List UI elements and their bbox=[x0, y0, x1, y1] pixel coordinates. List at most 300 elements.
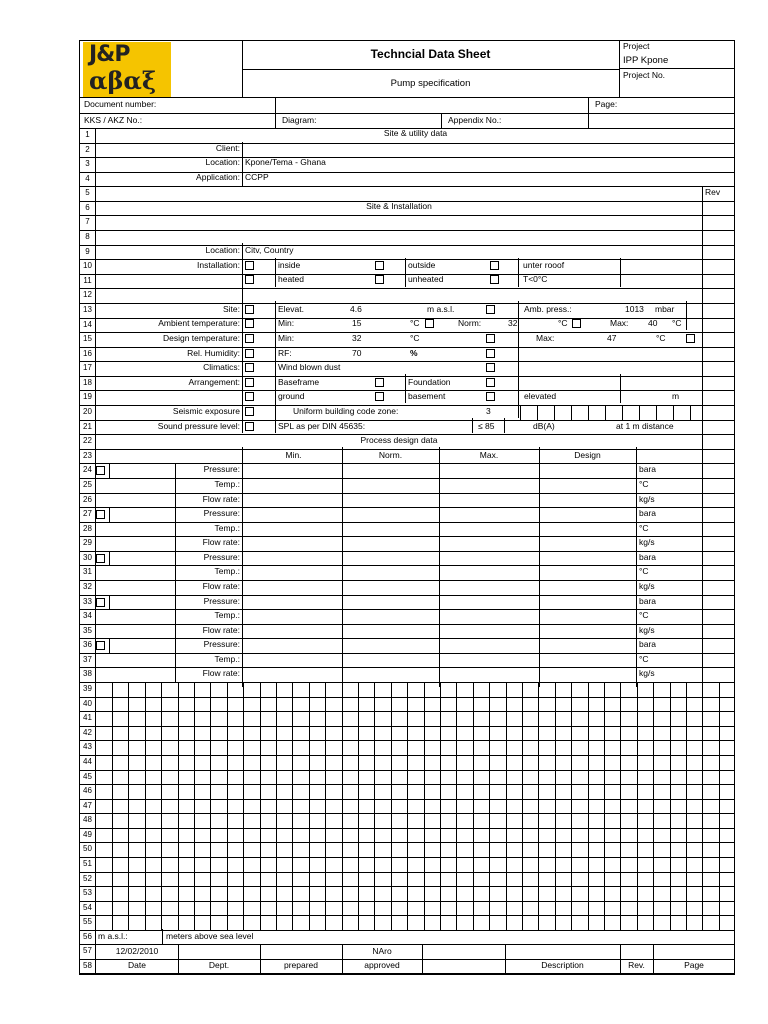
installation-divider bbox=[620, 258, 621, 287]
masl-label: m a.s.l. bbox=[427, 304, 455, 314]
process-stream-checkbox[interactable] bbox=[96, 598, 105, 607]
wind-label: Wind blown dust bbox=[278, 362, 341, 372]
ambient-norm-unit: °C bbox=[558, 318, 568, 328]
row-number: 2 bbox=[85, 145, 90, 154]
blank-grid-line bbox=[653, 682, 654, 930]
meta-divider bbox=[79, 113, 735, 114]
row-number: 33 bbox=[83, 597, 92, 606]
blank-grid-line bbox=[719, 682, 720, 930]
blank-grid-line bbox=[637, 682, 638, 930]
ambient-min-value: 15 bbox=[352, 318, 362, 328]
installation-divider bbox=[504, 418, 505, 433]
footer-divider bbox=[505, 944, 506, 974]
process-divider bbox=[342, 447, 343, 687]
amb-press-label: Amb. press.: bbox=[524, 304, 572, 314]
process-unit: kg/s bbox=[639, 668, 655, 678]
process-pressure-label: Pressure: bbox=[203, 464, 240, 474]
installation-divider bbox=[620, 374, 621, 403]
appendix-label: Appendix No.: bbox=[448, 115, 502, 125]
seismic-cell-line bbox=[571, 405, 572, 420]
kks-label: KKS / AKZ No.: bbox=[84, 115, 143, 125]
row-line bbox=[79, 390, 735, 391]
header-divider bbox=[619, 68, 735, 69]
installation-divider bbox=[275, 301, 276, 433]
blank-grid-line bbox=[243, 682, 244, 930]
row-number: 40 bbox=[83, 699, 92, 708]
blank-grid-line bbox=[588, 682, 589, 930]
design-max-value: 47 bbox=[607, 333, 617, 343]
installation-location-value: Citv, Country bbox=[245, 245, 294, 255]
design-max-unit: °C bbox=[656, 333, 666, 343]
design-min-value: 32 bbox=[352, 333, 362, 343]
row-number: 57 bbox=[83, 946, 92, 955]
design-max-checkbox[interactable] bbox=[686, 334, 695, 343]
ambient-min-checkbox[interactable] bbox=[425, 319, 434, 328]
spl-label: SPL as per DIN 45635: bbox=[278, 421, 366, 431]
rev-label: Rev bbox=[705, 187, 721, 197]
ubc-value: 3 bbox=[486, 406, 491, 416]
process-col-design: Design bbox=[574, 450, 601, 460]
heated-checkbox[interactable] bbox=[375, 275, 384, 284]
row-number: 50 bbox=[83, 844, 92, 853]
blank-grid-line bbox=[522, 682, 523, 930]
amb-press-value: 1013 bbox=[625, 304, 644, 314]
process-block-line bbox=[95, 638, 175, 639]
header-divider bbox=[79, 97, 735, 98]
blank-grid-line bbox=[145, 682, 146, 930]
blank-grid-line bbox=[555, 682, 556, 930]
seismic-cell-line bbox=[673, 405, 674, 420]
elevated-unit: m bbox=[672, 391, 680, 401]
process-unit: kg/s bbox=[639, 494, 655, 504]
row-number: 9 bbox=[85, 247, 90, 256]
footer-description-header: Description bbox=[541, 960, 584, 970]
row-number: 4 bbox=[85, 174, 90, 183]
row-number: 17 bbox=[83, 363, 92, 372]
blank-grid-line bbox=[358, 682, 359, 930]
climatics-label: Climatics: bbox=[203, 362, 240, 372]
row-number: 14 bbox=[83, 320, 92, 329]
design-min-unit: °C bbox=[410, 333, 420, 343]
rf-label: RF: bbox=[278, 348, 292, 358]
unheated-label: unheated bbox=[408, 274, 444, 284]
logo-text-top: J&P bbox=[89, 42, 130, 67]
blank-grid-line bbox=[112, 682, 113, 930]
process-block-line bbox=[95, 551, 175, 552]
process-col-min: Min. bbox=[285, 450, 302, 460]
seismic-cell-line bbox=[656, 405, 657, 420]
process-divider bbox=[109, 638, 110, 653]
process-flow-label: Flow rate: bbox=[202, 494, 240, 504]
rf-checkbox[interactable] bbox=[486, 349, 495, 358]
seismic-cell-line bbox=[520, 405, 521, 420]
blank-grid-line bbox=[161, 682, 162, 930]
row-number: 22 bbox=[83, 436, 92, 445]
row-line bbox=[79, 230, 735, 231]
process-temp-label: Temp.: bbox=[214, 479, 240, 489]
installation-divider bbox=[518, 301, 519, 418]
footer-divider bbox=[653, 944, 654, 974]
mbar-label: mbar bbox=[655, 304, 675, 314]
row-number: 29 bbox=[83, 538, 92, 547]
row-number: 35 bbox=[83, 626, 92, 635]
elevated-label: elevated bbox=[524, 391, 557, 401]
row-number: 26 bbox=[83, 495, 92, 504]
site-label: Site: bbox=[222, 304, 240, 314]
blank-grid-line bbox=[440, 682, 441, 930]
footer-divider bbox=[620, 944, 621, 974]
process-unit: kg/s bbox=[639, 581, 655, 591]
process-unit: bara bbox=[639, 464, 657, 474]
row-number: 32 bbox=[83, 582, 92, 591]
distance-label: at 1 m distance bbox=[616, 421, 674, 431]
basement-label: basement bbox=[408, 391, 446, 401]
process-unit: bara bbox=[639, 508, 657, 518]
t-below-zero-label: T<0°C bbox=[523, 274, 548, 284]
row-number: 16 bbox=[83, 349, 92, 358]
location-label: Location: bbox=[205, 157, 240, 167]
row-number: 54 bbox=[83, 903, 92, 912]
client-label: Client: bbox=[215, 143, 240, 153]
rf-value: 70 bbox=[352, 348, 362, 358]
masl-footnote-label: m a.s.l.: bbox=[98, 931, 128, 941]
row-number: 28 bbox=[83, 524, 92, 533]
row-number: 6 bbox=[85, 203, 90, 212]
process-unit: kg/s bbox=[639, 625, 655, 635]
label-divider bbox=[242, 243, 243, 433]
seismic-cell-line bbox=[605, 405, 606, 420]
document-number-label: Document number: bbox=[84, 99, 157, 109]
row-number: 55 bbox=[83, 917, 92, 926]
wind-checkbox[interactable] bbox=[486, 363, 495, 372]
process-divider bbox=[636, 447, 637, 687]
process-heading: Process design data bbox=[360, 435, 438, 445]
process-unit: bara bbox=[639, 552, 657, 562]
arrangement-checkbox[interactable] bbox=[245, 378, 254, 387]
ubc-label: Uniform building code zone: bbox=[293, 406, 399, 416]
row-number: 12 bbox=[83, 290, 92, 299]
sound-label: Sound pressure level: bbox=[157, 421, 240, 431]
row-number: 53 bbox=[83, 888, 92, 897]
seismic-label: Seismic exposure bbox=[172, 406, 240, 416]
project-value: IPP Kpone bbox=[623, 55, 669, 66]
blank-grid-line bbox=[489, 682, 490, 930]
application-value: CCPP bbox=[245, 172, 269, 182]
row-number: 37 bbox=[83, 655, 92, 664]
ambient-min-unit: °C bbox=[410, 318, 420, 328]
outside-label: outside bbox=[408, 260, 436, 270]
process-stream-checkbox[interactable] bbox=[96, 641, 105, 650]
process-flow-label: Flow rate: bbox=[202, 625, 240, 635]
process-temp-label: Temp.: bbox=[214, 610, 240, 620]
blank-grid-line bbox=[260, 682, 261, 930]
blank-grid-line bbox=[128, 682, 129, 930]
process-unit: kg/s bbox=[639, 537, 655, 547]
installation-divider bbox=[275, 258, 276, 287]
ground-side-checkbox[interactable] bbox=[245, 392, 254, 401]
process-pressure-label: Pressure: bbox=[203, 552, 240, 562]
process-stream-checkbox[interactable] bbox=[96, 466, 105, 475]
diagram-label: Diagram: bbox=[282, 115, 317, 125]
row-number: 23 bbox=[83, 451, 92, 460]
spl-value: ≤ 85 bbox=[478, 421, 495, 431]
process-unit: °C bbox=[639, 566, 649, 576]
under-roof-label: unter rooof bbox=[523, 260, 565, 270]
footer-rev-header: Rev. bbox=[628, 960, 645, 970]
design-min-label: Min: bbox=[278, 333, 295, 343]
installation-label: Installation: bbox=[197, 260, 240, 270]
blank-grid-line bbox=[670, 682, 671, 930]
row-number: 7 bbox=[85, 217, 90, 226]
row-number: 36 bbox=[83, 640, 92, 649]
blank-grid-line bbox=[473, 682, 474, 930]
ambient-max-value: 40 bbox=[648, 318, 658, 328]
row-number: 39 bbox=[83, 684, 92, 693]
baseframe-checkbox[interactable] bbox=[375, 378, 384, 387]
design-checkbox-2[interactable] bbox=[486, 334, 495, 343]
row-number: 30 bbox=[83, 553, 92, 562]
revision-date-value: 12/02/2010 bbox=[115, 946, 159, 956]
row-number: 51 bbox=[83, 859, 92, 868]
blank-grid-line bbox=[292, 682, 293, 930]
ambient-norm-label: Norm: bbox=[458, 318, 482, 328]
process-unit: °C bbox=[639, 610, 649, 620]
blank-grid-line bbox=[210, 682, 211, 930]
climatics-checkbox[interactable] bbox=[245, 363, 254, 372]
process-block-line bbox=[95, 682, 175, 683]
process-flow-label: Flow rate: bbox=[202, 537, 240, 547]
header-divider bbox=[242, 69, 619, 70]
row-number: 25 bbox=[83, 480, 92, 489]
process-temp-label: Temp.: bbox=[214, 566, 240, 576]
row-number: 15 bbox=[83, 334, 92, 343]
foundation-checkbox[interactable] bbox=[486, 378, 495, 387]
ambient-max-unit: °C bbox=[672, 318, 682, 328]
process-block-line bbox=[95, 507, 175, 508]
blank-grid-line bbox=[391, 682, 392, 930]
installation-divider bbox=[405, 374, 406, 403]
elevat-value: 4.6 bbox=[350, 304, 362, 314]
process-pressure-label: Pressure: bbox=[203, 639, 240, 649]
seismic-cell-line bbox=[639, 405, 640, 420]
footer-divider bbox=[162, 929, 163, 944]
row-number: 1 bbox=[85, 130, 90, 139]
application-label: Application: bbox=[196, 172, 240, 182]
installation-divider bbox=[472, 418, 473, 433]
humidity-label: Rel. Humidity: bbox=[187, 348, 240, 358]
blank-grid-line bbox=[506, 682, 507, 930]
design-temperature-label: Design temperature: bbox=[162, 333, 240, 343]
ambient-min-label: Min: bbox=[278, 318, 295, 328]
row-number: 44 bbox=[83, 757, 92, 766]
site-installation-heading: Site & Installation bbox=[366, 201, 432, 211]
blank-grid-line bbox=[620, 682, 621, 930]
design-max-label: Max: bbox=[536, 333, 555, 343]
seismic-cell-line bbox=[622, 405, 623, 420]
blank-grid-line bbox=[456, 682, 457, 930]
ground-checkbox[interactable] bbox=[375, 392, 384, 401]
process-divider bbox=[109, 507, 110, 522]
footer-date-header: Date bbox=[128, 960, 146, 970]
process-block-line bbox=[95, 595, 175, 596]
row-number: 27 bbox=[83, 509, 92, 518]
process-pressure-label: Pressure: bbox=[203, 508, 240, 518]
process-divider bbox=[242, 447, 243, 687]
elevat-label: Elevat. bbox=[278, 304, 304, 314]
row-number: 13 bbox=[83, 305, 92, 314]
blank-grid-line bbox=[686, 682, 687, 930]
seismic-cell-line bbox=[588, 405, 589, 420]
blank-grid-line bbox=[538, 682, 539, 930]
blank-grid-line bbox=[227, 682, 228, 930]
row-number: 45 bbox=[83, 772, 92, 781]
site-checkbox[interactable] bbox=[245, 305, 254, 314]
basement-checkbox[interactable] bbox=[486, 392, 495, 401]
row-number: 49 bbox=[83, 830, 92, 839]
dba-label: dB(A) bbox=[533, 421, 555, 431]
seismic-cell-line bbox=[537, 405, 538, 420]
unheated-checkbox[interactable] bbox=[490, 275, 499, 284]
label-divider bbox=[242, 142, 243, 186]
blank-grid-line bbox=[342, 682, 343, 930]
row-number: 56 bbox=[83, 932, 92, 941]
process-col-max: Max. bbox=[479, 450, 499, 460]
logo-text-bottom: αβαξ bbox=[89, 66, 157, 95]
inside-label: inside bbox=[278, 260, 301, 270]
seismic-checkbox[interactable] bbox=[245, 407, 254, 416]
row-number: 11 bbox=[83, 276, 92, 285]
row-number: 31 bbox=[83, 567, 92, 576]
row-number: 5 bbox=[85, 188, 90, 197]
company-logo bbox=[83, 42, 171, 97]
row-number: 18 bbox=[83, 378, 92, 387]
row-line bbox=[79, 186, 735, 187]
process-temp-label: Temp.: bbox=[214, 523, 240, 533]
process-divider bbox=[109, 595, 110, 609]
inside-checkbox[interactable] bbox=[375, 261, 384, 270]
foundation-label: Foundation bbox=[408, 377, 451, 387]
humidity-checkbox[interactable] bbox=[245, 349, 254, 358]
blank-grid-line bbox=[178, 682, 179, 930]
process-unit: °C bbox=[639, 479, 649, 489]
outside-checkbox[interactable] bbox=[490, 261, 499, 270]
site-utility-heading: Site & utility data bbox=[383, 128, 448, 138]
row-number: 58 bbox=[83, 961, 92, 970]
blank-grid-line bbox=[702, 682, 703, 930]
installation-divider bbox=[686, 301, 687, 330]
process-stream-checkbox[interactable] bbox=[96, 554, 105, 563]
blank-grid-line bbox=[194, 682, 195, 930]
blank-grid-line bbox=[276, 682, 277, 930]
arrangement-label: Arrangement: bbox=[188, 377, 240, 387]
installation-location-label: Location: bbox=[205, 245, 240, 255]
process-divider bbox=[539, 447, 540, 687]
process-divider bbox=[109, 551, 110, 565]
footer-dept-header: Dept. bbox=[208, 960, 230, 970]
location-value: Kpone/Tema - Ghana bbox=[245, 157, 326, 167]
ground-label: ground bbox=[278, 391, 305, 401]
seismic-cell-line bbox=[690, 405, 691, 420]
revision-approved-value: NAro bbox=[372, 946, 392, 956]
row-number: 3 bbox=[85, 159, 90, 168]
process-temp-label: Temp.: bbox=[214, 654, 240, 664]
blank-grid-line bbox=[309, 682, 310, 930]
process-col-norm: Norm. bbox=[378, 450, 403, 460]
sound-checkbox[interactable] bbox=[245, 422, 254, 431]
process-flow-label: Flow rate: bbox=[202, 581, 240, 591]
row-number: 52 bbox=[83, 874, 92, 883]
process-unit: bara bbox=[639, 596, 657, 606]
row-number: 47 bbox=[83, 801, 92, 810]
heated-label: heated bbox=[278, 274, 304, 284]
meta-divider bbox=[441, 113, 442, 128]
row-number: 41 bbox=[83, 713, 92, 722]
blank-grid-line bbox=[407, 682, 408, 930]
row-line bbox=[79, 974, 735, 975]
footer-divider bbox=[178, 944, 179, 974]
row-number: 20 bbox=[83, 407, 92, 416]
row-number: 19 bbox=[83, 392, 92, 401]
ambient-norm-checkbox[interactable] bbox=[572, 319, 581, 328]
masl-footnote-definition: meters above sea level bbox=[166, 931, 254, 941]
blank-grid-line bbox=[374, 682, 375, 930]
process-stream-checkbox[interactable] bbox=[96, 510, 105, 519]
process-pressure-label: Pressure: bbox=[203, 596, 240, 606]
document-subtitle: Pump specification bbox=[390, 78, 471, 89]
ambient-max-label: Max: bbox=[610, 318, 629, 328]
page-label: Page: bbox=[595, 99, 618, 109]
process-divider bbox=[109, 463, 110, 478]
footer-divider bbox=[422, 944, 423, 974]
row-line bbox=[79, 274, 735, 275]
elevat-checkbox[interactable] bbox=[486, 305, 495, 314]
row-number: 24 bbox=[83, 465, 92, 474]
row-number: 34 bbox=[83, 611, 92, 620]
rf-unit: % bbox=[410, 348, 418, 358]
blank-grid-line bbox=[325, 682, 326, 930]
ambient-checkbox[interactable] bbox=[245, 319, 254, 328]
process-unit: °C bbox=[639, 523, 649, 533]
process-divider bbox=[175, 463, 176, 682]
process-flow-label: Flow rate: bbox=[202, 668, 240, 678]
process-unit: °C bbox=[639, 654, 649, 664]
blank-grid-line bbox=[571, 682, 572, 930]
row-number: 10 bbox=[83, 261, 92, 270]
row-number: 43 bbox=[83, 742, 92, 751]
footer-approved-header: approved bbox=[364, 960, 400, 970]
row-number: 38 bbox=[83, 669, 92, 678]
baseframe-label: Baseframe bbox=[278, 377, 320, 387]
installation-divider bbox=[405, 258, 406, 287]
blank-grid-line bbox=[604, 682, 605, 930]
process-divider bbox=[439, 447, 440, 687]
footer-divider bbox=[260, 944, 261, 974]
installation-checkbox[interactable] bbox=[245, 261, 254, 270]
row-number: 8 bbox=[85, 232, 90, 241]
ambient-temperature-label: Ambient temperature: bbox=[158, 318, 240, 328]
process-unit: bara bbox=[639, 639, 657, 649]
row-number: 42 bbox=[83, 728, 92, 737]
installation-divider bbox=[518, 258, 519, 287]
design-checkbox[interactable] bbox=[245, 334, 254, 343]
seismic-cell-line bbox=[554, 405, 555, 420]
project-no-label: Project No. bbox=[623, 70, 666, 80]
heated-side-checkbox[interactable] bbox=[245, 275, 254, 284]
row-number: 48 bbox=[83, 815, 92, 824]
footer-prepared-header: prepared bbox=[283, 960, 319, 970]
row-number: 21 bbox=[83, 422, 92, 431]
document-title: Techncial Data Sheet bbox=[370, 47, 491, 61]
